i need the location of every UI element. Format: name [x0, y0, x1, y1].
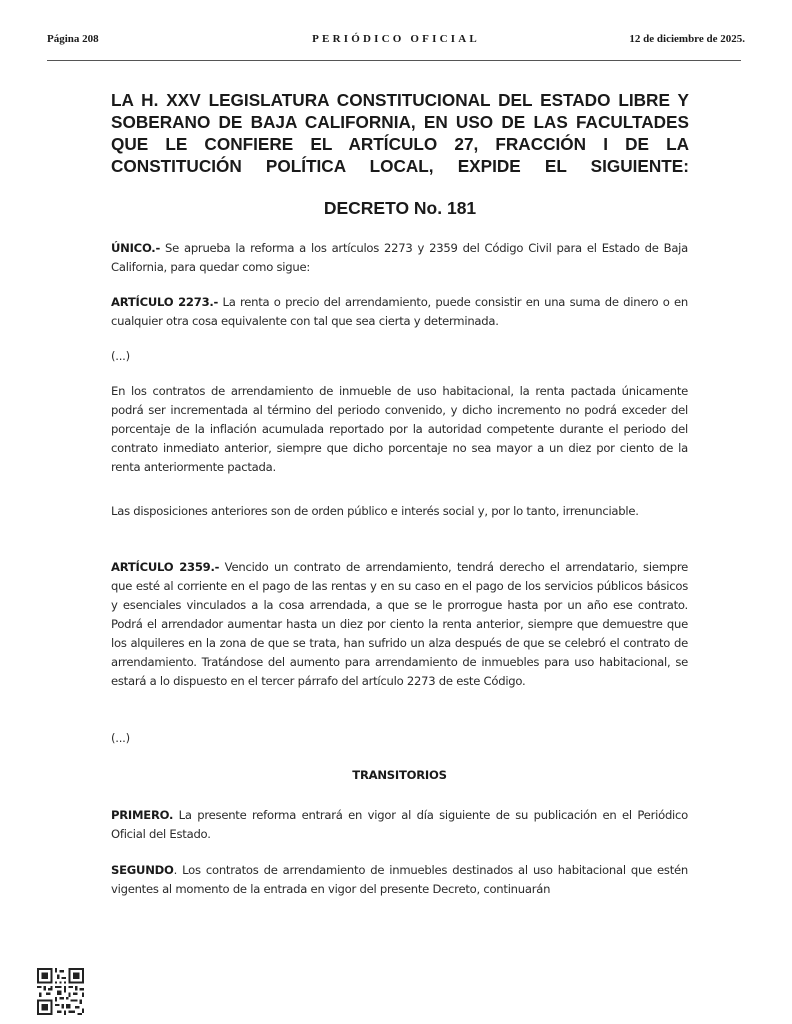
article-2273-text: La renta o precio del arrendamiento, puede consistir en una suma de dinero o en cualquier otra cosa equivalente con tal que sea cierta y determinada.: [111, 295, 688, 328]
unico-label: ÚNICO.-: [111, 241, 161, 255]
paragraph-article-2359: [111, 558, 688, 691]
paragraph-primero: [111, 806, 688, 844]
ellipsis-1: (...): [111, 349, 130, 363]
segundo-text: . Los contratos de arrendamiento de inmuebles destinados al uso habitacional que estén vigentes al momento de la entrada en vigor del presente Decreto, continuarán: [111, 863, 688, 896]
page-number: Página 208: [47, 33, 99, 45]
page-header: [47, 33, 745, 49]
primero-label: PRIMERO.: [111, 808, 174, 822]
segundo-label: SEGUNDO: [111, 863, 174, 877]
paragraph-segundo: [111, 861, 688, 899]
header-divider: [47, 60, 741, 61]
paragraph-article-2273: [111, 293, 688, 331]
paragraph-disposiciones: Las disposiciones anteriores son de orden público e interés social y, por lo tanto, irrenunciable.: [111, 504, 639, 518]
publication-date: 12 de diciembre de 2025.: [629, 33, 745, 45]
legislature-heading: LA H. XXV LEGISLATURA CONSTITUCIONAL DEL ESTADO LIBRE Y SOBERANO DE BAJA CALIFORNIA, EN USO DE LAS FACULTADES QUE LE CONFIERE EL ARTÍCULO 27, FRACCIÓN I DE LA CONSTITUCIÓN POLÍTICA LOCAL, EXPIDE EL SIGUIENTE:: [111, 90, 689, 176]
transitorios-label: TRANSITORIOS: [352, 768, 447, 782]
ellipsis-2: (...): [111, 731, 130, 745]
transitorios-heading: [111, 766, 688, 785]
unico-text: Se aprueba la reforma a los artículos 2273 y 2359 del Código Civil para el Estado de Baja California, para quedar como sigue:: [111, 241, 688, 274]
article-2273-label: ARTÍCULO 2273.-: [111, 295, 219, 309]
paragraph-unico: [111, 239, 688, 277]
paragraph-contratos: En los contratos de arrendamiento de inmueble de uso habitacional, la renta pactada únicamente podrá ser incrementada al término del periodo convenido, y dicho incremento no podrá exceder del porcentaje de la inflación acumulada reportado por la autoridad competente durante el periodo del contrato inmediato anterior, siempre que dicho porcentaje no sea mayor a un diez por ciento de la renta anteriormente pactada.: [111, 384, 688, 474]
primero-text: La presente reforma entrará en vigor al día siguiente de su publicación en el Periódico Oficial del Estado.: [111, 808, 688, 841]
qr-code-icon: [37, 968, 84, 1015]
article-2359-label: ARTÍCULO 2359.-: [111, 560, 220, 574]
publication-name: PERIÓDICO OFICIAL: [312, 33, 480, 45]
decree-title: DECRETO No. 181: [323, 198, 477, 218]
article-2359-text: Vencido un contrato de arrendamiento, tendrá derecho el arrendatario, siempre que esté al corriente en el pago de las rentas y en su caso en el pago de los servicios públicos básicos y esenciales vinculados a la cosa arrendada, a que se le prorrogue hasta por un año ese contrato. Podrá el arrendador aumentar hasta un diez por ciento la renta anterior, siempre que demuestre que los alquileres en la zona de que se trata, han sufrido un alza después de que se celebró el contrato de arrendamiento. Tratándose del aumento para arrendamiento de inmuebles para uso habitacional, se estará a lo dispuesto en el tercer párrafo del artículo 2273 de este Código.: [111, 560, 688, 688]
